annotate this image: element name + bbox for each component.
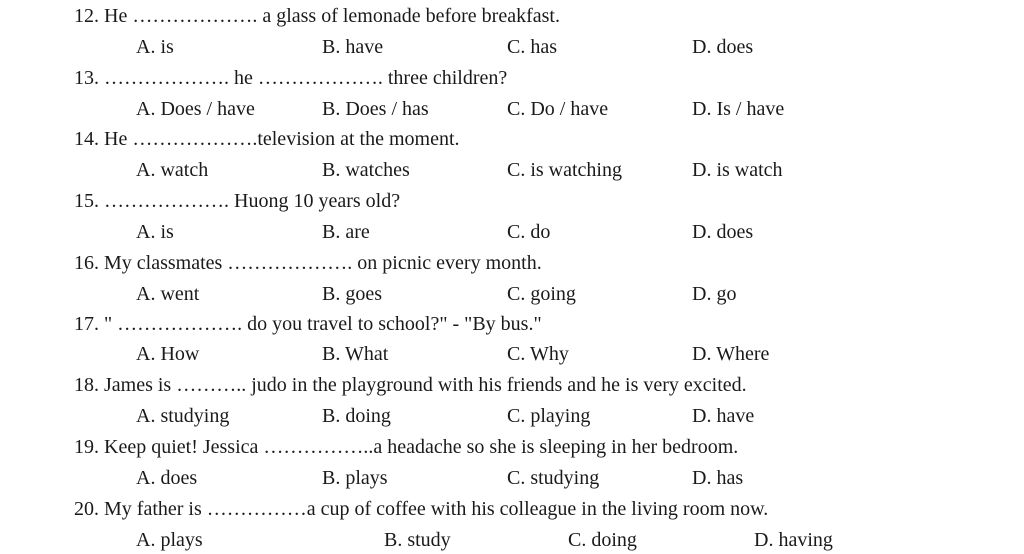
option-a: A. does bbox=[136, 467, 198, 489]
option-c: C. has bbox=[507, 36, 557, 58]
options-13 bbox=[0, 97, 1024, 123]
options-16 bbox=[0, 282, 1024, 308]
options-18 bbox=[0, 404, 1024, 430]
option-b: B. doing bbox=[322, 405, 391, 427]
options-14 bbox=[0, 158, 1024, 184]
option-d: D. is watch bbox=[692, 159, 783, 181]
question-17: 17. " ………………. do you travel to school?" - "By bus." bbox=[74, 313, 542, 335]
question-12: 12. He ………………. a glass of lemonade before breakfast. bbox=[74, 5, 560, 27]
option-a: A. plays bbox=[136, 529, 203, 551]
question-20: 20. My father is ……………a cup of coffee with his colleague in the living room now. bbox=[74, 498, 769, 520]
question-13: 13. ………………. he ………………. three children? bbox=[74, 67, 508, 89]
option-d: D. Where bbox=[692, 343, 770, 365]
options-20 bbox=[0, 528, 1024, 554]
question-18: 18. James is ……….. judo in the playground with his friends and he is very excited. bbox=[74, 374, 747, 396]
question-16: 16. My classmates ………………. on picnic every month. bbox=[74, 252, 542, 274]
option-b: B. have bbox=[322, 36, 384, 58]
option-b: B. Does / has bbox=[322, 98, 429, 120]
options-17 bbox=[0, 342, 1024, 368]
options-19 bbox=[0, 466, 1024, 492]
question-14: 14. He ……………….television at the moment. bbox=[74, 128, 460, 150]
option-d: D. having bbox=[754, 529, 833, 551]
option-a: A. Does / have bbox=[136, 98, 255, 120]
option-a: A. went bbox=[136, 283, 200, 305]
option-a: A. studying bbox=[136, 405, 230, 427]
option-d: D. Is / have bbox=[692, 98, 785, 120]
option-d: D. has bbox=[692, 467, 744, 489]
option-a: A. watch bbox=[136, 159, 209, 181]
option-c: C. is watching bbox=[507, 159, 622, 181]
option-d: D. have bbox=[692, 405, 755, 427]
options-15 bbox=[0, 220, 1024, 246]
option-c: C. do bbox=[507, 221, 551, 243]
option-a: A. is bbox=[136, 36, 174, 58]
option-c: C. going bbox=[507, 283, 576, 305]
option-b: B. plays bbox=[322, 467, 388, 489]
question-19: 19. Keep quiet! Jessica ……………..a headache so she is sleeping in her bedroom. bbox=[74, 436, 739, 458]
option-c: C. playing bbox=[507, 405, 591, 427]
option-c: C. doing bbox=[568, 529, 637, 551]
option-b: B. goes bbox=[322, 283, 382, 305]
option-c: C. Why bbox=[507, 343, 569, 365]
option-a: A. How bbox=[136, 343, 200, 365]
option-c: C. Do / have bbox=[507, 98, 609, 120]
option-b: B. study bbox=[384, 529, 451, 551]
option-d: D. does bbox=[692, 36, 754, 58]
options-12 bbox=[0, 35, 1024, 61]
option-d: D. does bbox=[692, 221, 754, 243]
option-a: A. is bbox=[136, 221, 174, 243]
option-b: B. watches bbox=[322, 159, 410, 181]
option-d: D. go bbox=[692, 283, 737, 305]
option-c: C. studying bbox=[507, 467, 600, 489]
option-b: B. are bbox=[322, 221, 370, 243]
option-b: B. What bbox=[322, 343, 389, 365]
question-15: 15. ………………. Huong 10 years old? bbox=[74, 190, 401, 212]
